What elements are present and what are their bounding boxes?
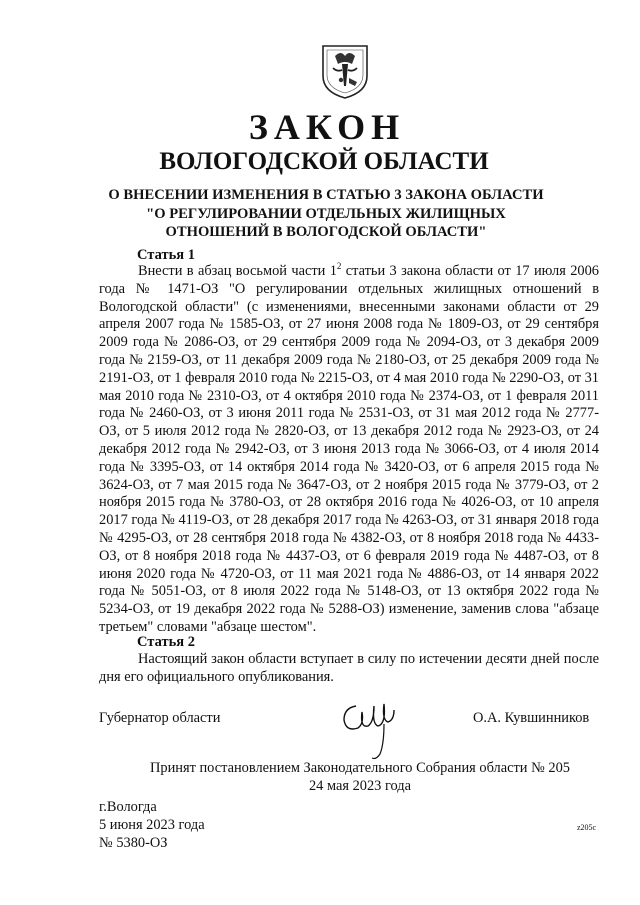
article-2-text: Настоящий закон области вступает в силу по истечении десяти дней после дня его официального опубликования. bbox=[99, 651, 599, 685]
article-1-heading: Статья 1 bbox=[137, 247, 195, 263]
article-2-heading: Статья 2 bbox=[137, 634, 195, 650]
sign-date: 5 июня 2023 года bbox=[99, 817, 205, 833]
city: г.Вологда bbox=[99, 799, 157, 815]
coat-of-arms-icon bbox=[319, 42, 371, 100]
document-region: ВОЛОГОДСКОЙ ОБЛАСТИ bbox=[159, 148, 489, 175]
article-1-text-start: Внести в абзац восьмой части 1 bbox=[138, 263, 337, 279]
signer-position: Губернатор области bbox=[99, 710, 221, 726]
signer-name: О.А. Кувшинников bbox=[473, 710, 590, 726]
document-subtitle bbox=[106, 186, 546, 242]
document-code: z205c bbox=[577, 823, 597, 832]
article-1-text-rest: статьи 3 закона области от 17 июля 2006 года № 1471-ОЗ "О регулировании отдельных жилищных отношений в Вологодской области" (с изменениями, внесенными законами области от 29 апреля 2007 года № 1585-ОЗ, от 27 июня 2008 года № 1809-ОЗ, от 29 сентября 2009 года № 2086-ОЗ, от 29 сентября 2009 года № 2094-ОЗ, от 3 декабря 2009 года № 2159-ОЗ, от 11 декабря 2009 года № 2180-ОЗ, от 25 декабря 2009 года № 2191-ОЗ, от 1 февраля 2010 года № 2215-ОЗ, от 4 мая 2010 года № 2290-ОЗ, от 31 мая 2010 года № 2310-ОЗ, от 4 октября 2010 года № 2374-ОЗ, от 1 февраля 2011 года № 2460-ОЗ, от 3 июня 2011 года № 2531-ОЗ, от 31 мая 2012 года № 2777-ОЗ, от 5 июля 2012 года № 2820-ОЗ, от 13 декабря 2012 года № 2923-ОЗ, от 24 декабря 2012 года № 2942-ОЗ, от 3 июня 2013 года № 3066-ОЗ, от 4 июля 2014 года № 3395-ОЗ, от 14 октября 2014 года № 3420-ОЗ, от 6 апреля 2015 года № 3624-ОЗ, от 7 мая 2015 года № 3647-ОЗ, от 2 ноября 2015 года № 3779-ОЗ, от 2 ноября 2015 года № 3780-ОЗ, от 28 октября 2016 года № 4026-ОЗ, от 10 апреля 2017 года № 4119-ОЗ, от 28 декабря 2017 года № 4263-ОЗ, от 31 января 2018 года № 4295-ОЗ, от 28 сентября 2018 года № 4382-ОЗ, от 8 ноября 2018 года № 4433-ОЗ, от 8 ноября 2018 года № 4437-ОЗ, от 6 февраля 2019 года № 4487-ОЗ, от 8 июня 2020 года № 4720-ОЗ, от 11 мая 2021 года № 4886-ОЗ, от 14 января 2022 года № 5051-ОЗ, от 8 июля 2022 года № 5148-ОЗ, от 13 октября 2022 года № 5234-ОЗ, от 19 декабря 2022 года № 5288-ОЗ) изменение, заменив слова "абзаце третьем" словами "абзаце шестом". bbox=[99, 263, 599, 635]
article-1-text bbox=[99, 263, 599, 637]
law-number: № 5380-ОЗ bbox=[99, 835, 168, 851]
handwritten-signature bbox=[334, 694, 404, 766]
adoption-line-2: 24 мая 2023 года bbox=[308, 777, 411, 794]
document-title: ЗАКОН bbox=[248, 107, 406, 147]
adoption-line-1: Принят постановлением Законодательного Собрания области № 205 bbox=[149, 760, 570, 776]
adoption-note bbox=[60, 760, 640, 795]
subtitle-line: О ВНЕСЕНИИ ИЗМЕНЕНИЯ В СТАТЬЮ 3 ЗАКОНА ОБЛАСТИ bbox=[108, 187, 544, 203]
subtitle-line: ОТНОШЕНИЙ В ВОЛОГОДСКОЙ ОБЛАСТИ" bbox=[165, 224, 487, 240]
superscript: 2 bbox=[336, 261, 342, 272]
subtitle-line: "О РЕГУЛИРОВАНИИ ОТДЕЛЬНЫХ ЖИЛИЩНЫХ bbox=[146, 205, 506, 222]
